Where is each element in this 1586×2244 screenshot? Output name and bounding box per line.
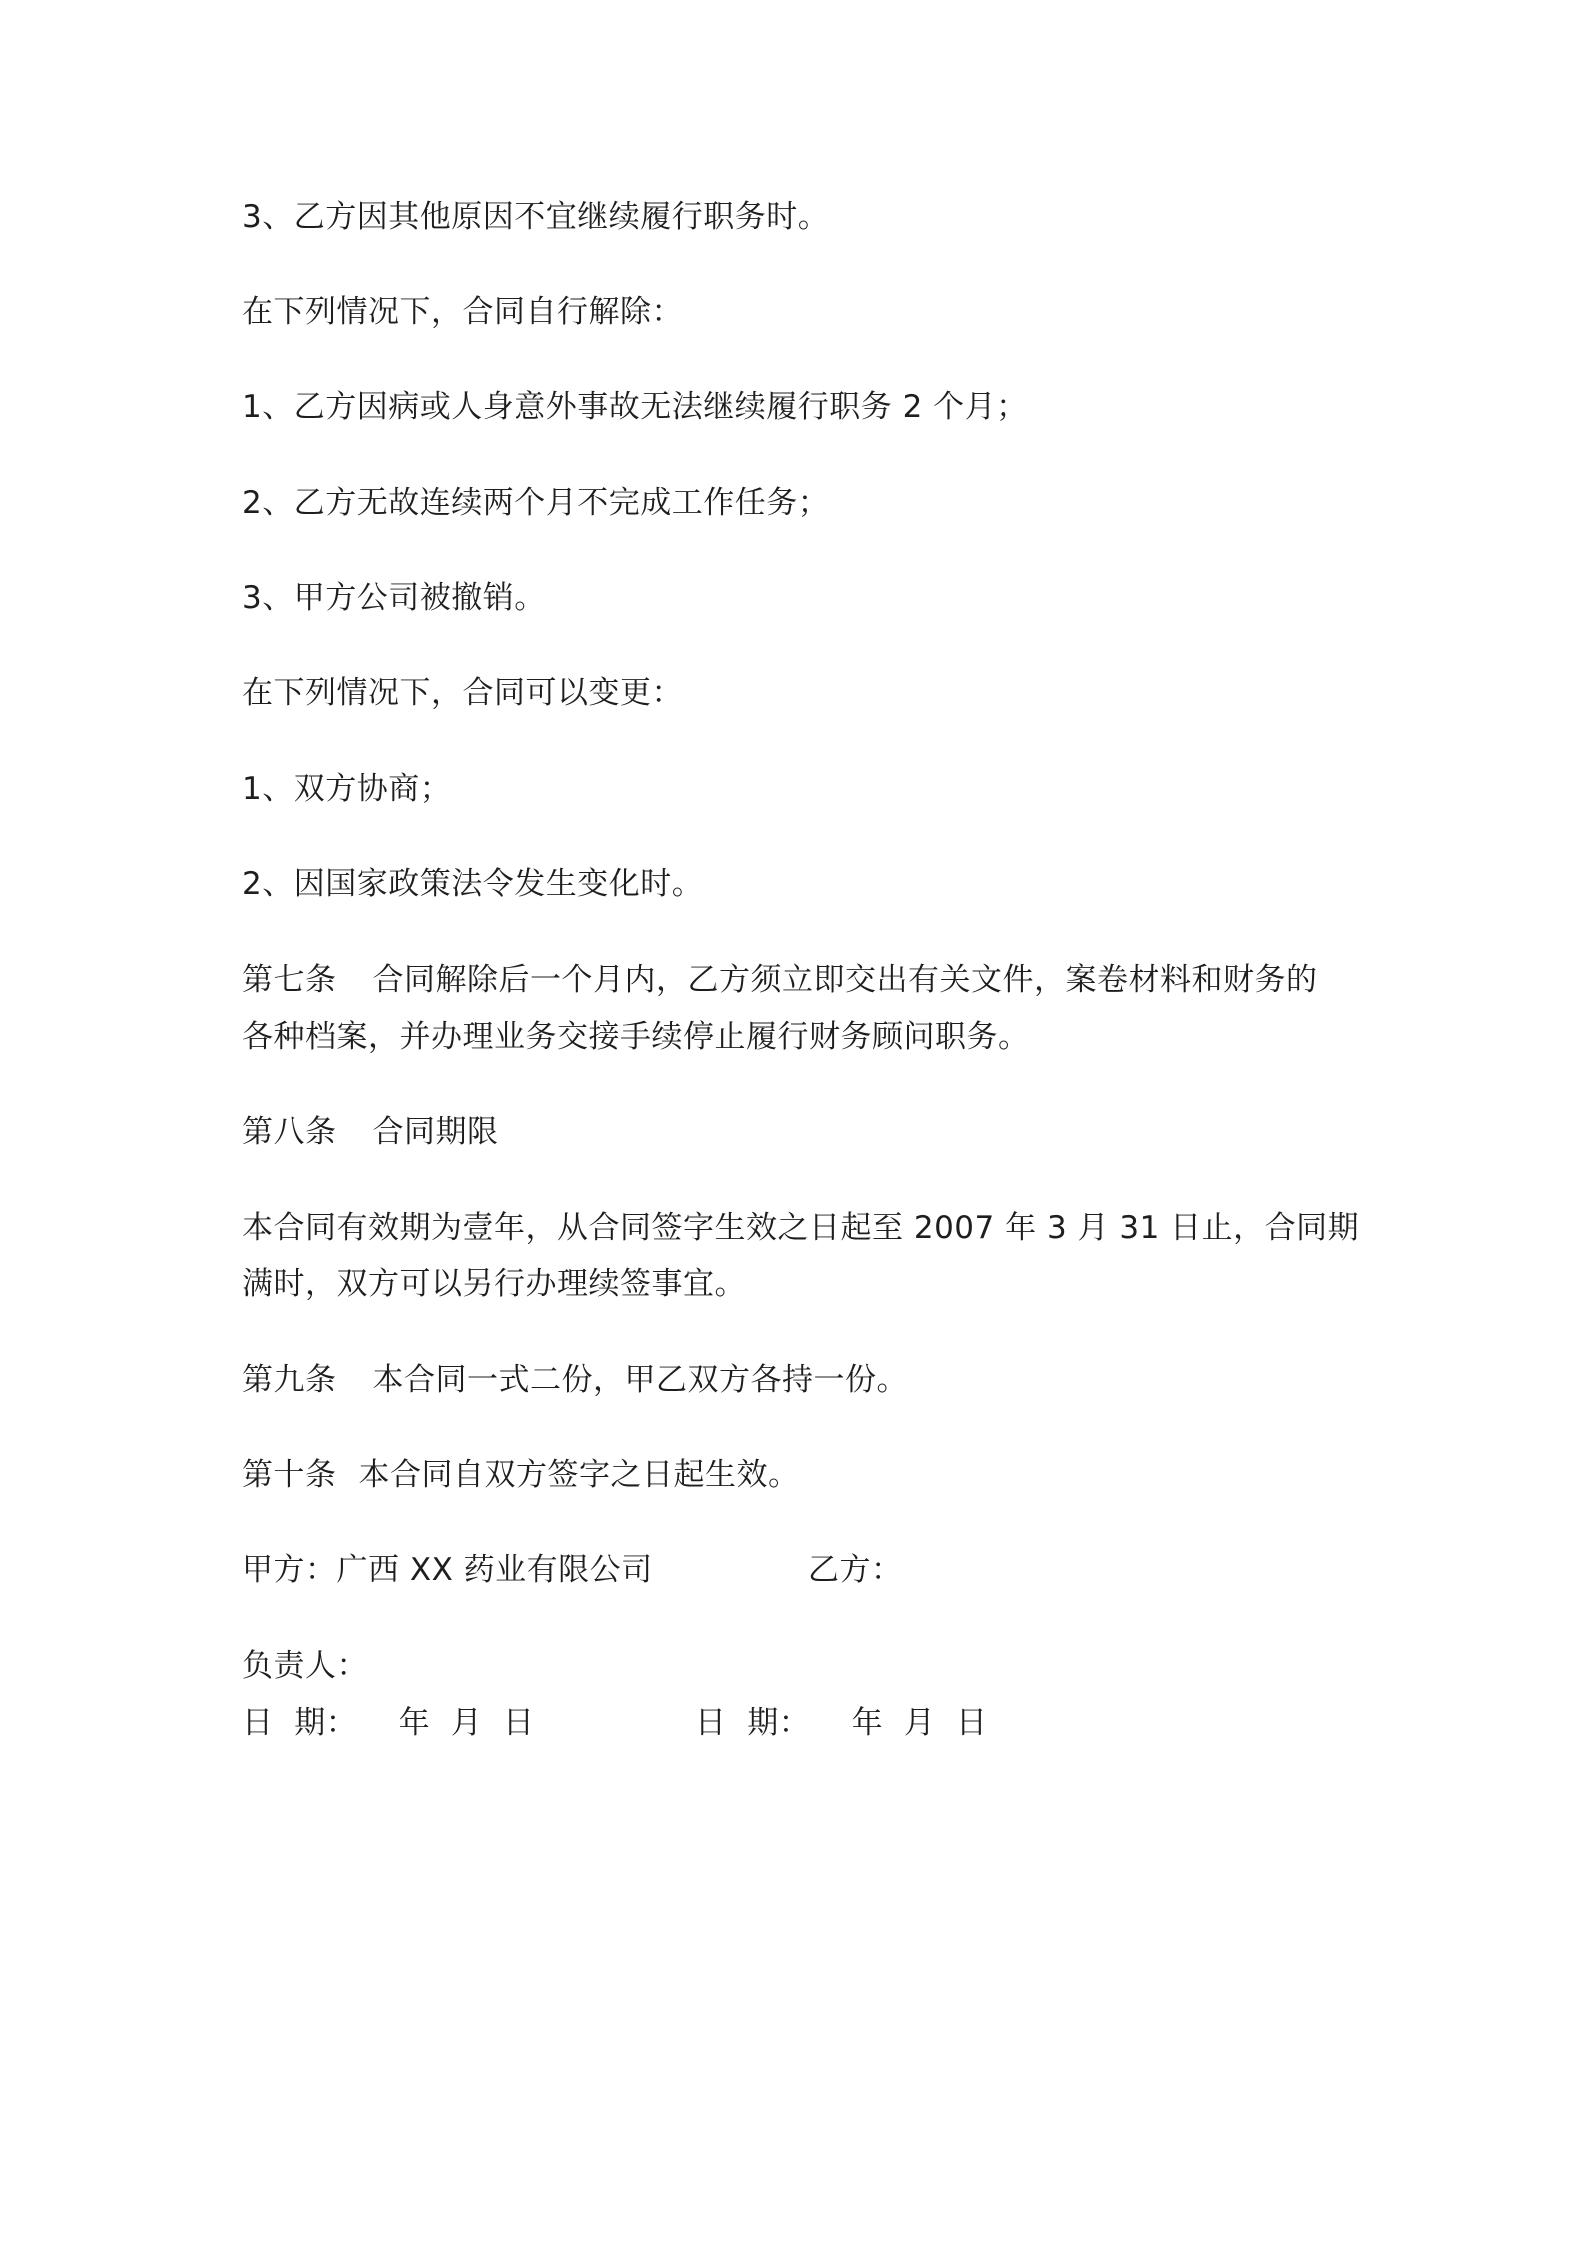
article-8-line-1: 本合同有效期为壹年，从合同签字生效之日起至 2007 年 3 月 31 日止，合同期 xyxy=(242,1210,1360,1246)
clause-line: 3、乙方因其他原因不宜继续履行职务时。 xyxy=(242,199,830,235)
party-a-signature: 甲方：广西 XX 药业有限公司 xyxy=(242,1552,653,1588)
article-8-label: 第八条 xyxy=(242,1114,337,1150)
responsible-person: 负责人： xyxy=(242,1648,368,1684)
clause-heading: 在下列情况下，合同可以变更： xyxy=(242,675,683,711)
article-9-label: 第九条 xyxy=(242,1362,337,1398)
article-7-label: 第七条 xyxy=(242,962,337,998)
article-10-label: 第十条 xyxy=(242,1457,337,1493)
article-9-text: 本合同一式二份，甲乙双方各持一份。 xyxy=(372,1362,908,1398)
article-8-heading xyxy=(242,1107,499,1157)
article-9 xyxy=(242,1355,908,1405)
party-b-signature: 乙方： xyxy=(808,1552,903,1588)
article-10-text: 本合同自双方签字之日起生效。 xyxy=(358,1457,800,1493)
clause-line: 3、甲方公司被撤销。 xyxy=(242,580,546,616)
clause-line: 2、因国家政策法令发生变化时。 xyxy=(242,866,704,902)
clause-heading: 在下列情况下，合同自行解除： xyxy=(242,294,683,330)
date-right: 日 期： 年 月 日 xyxy=(695,1705,988,1741)
article-10 xyxy=(242,1450,800,1500)
clause-line: 1、双方协商； xyxy=(242,771,452,807)
article-7-text: 合同解除后一个月内，乙方须立即交出有关文件，案卷材料和财务的 xyxy=(372,962,1318,998)
article-7-line-1 xyxy=(242,955,1318,1005)
article-8-title: 合同期限 xyxy=(372,1114,499,1150)
clause-line: 1、乙方因病或人身意外事故无法继续履行职务 2 个月； xyxy=(242,389,1028,425)
article-7-line-2: 各种档案，并办理业务交接手续停止履行财务顾问职务。 xyxy=(242,1019,1030,1055)
date-left: 日 期： 年 月 日 xyxy=(242,1705,535,1741)
article-8-line-2: 满时，双方可以另行办理续签事宜。 xyxy=(242,1266,746,1302)
clause-line: 2、乙方无故连续两个月不完成工作任务； xyxy=(242,485,830,521)
